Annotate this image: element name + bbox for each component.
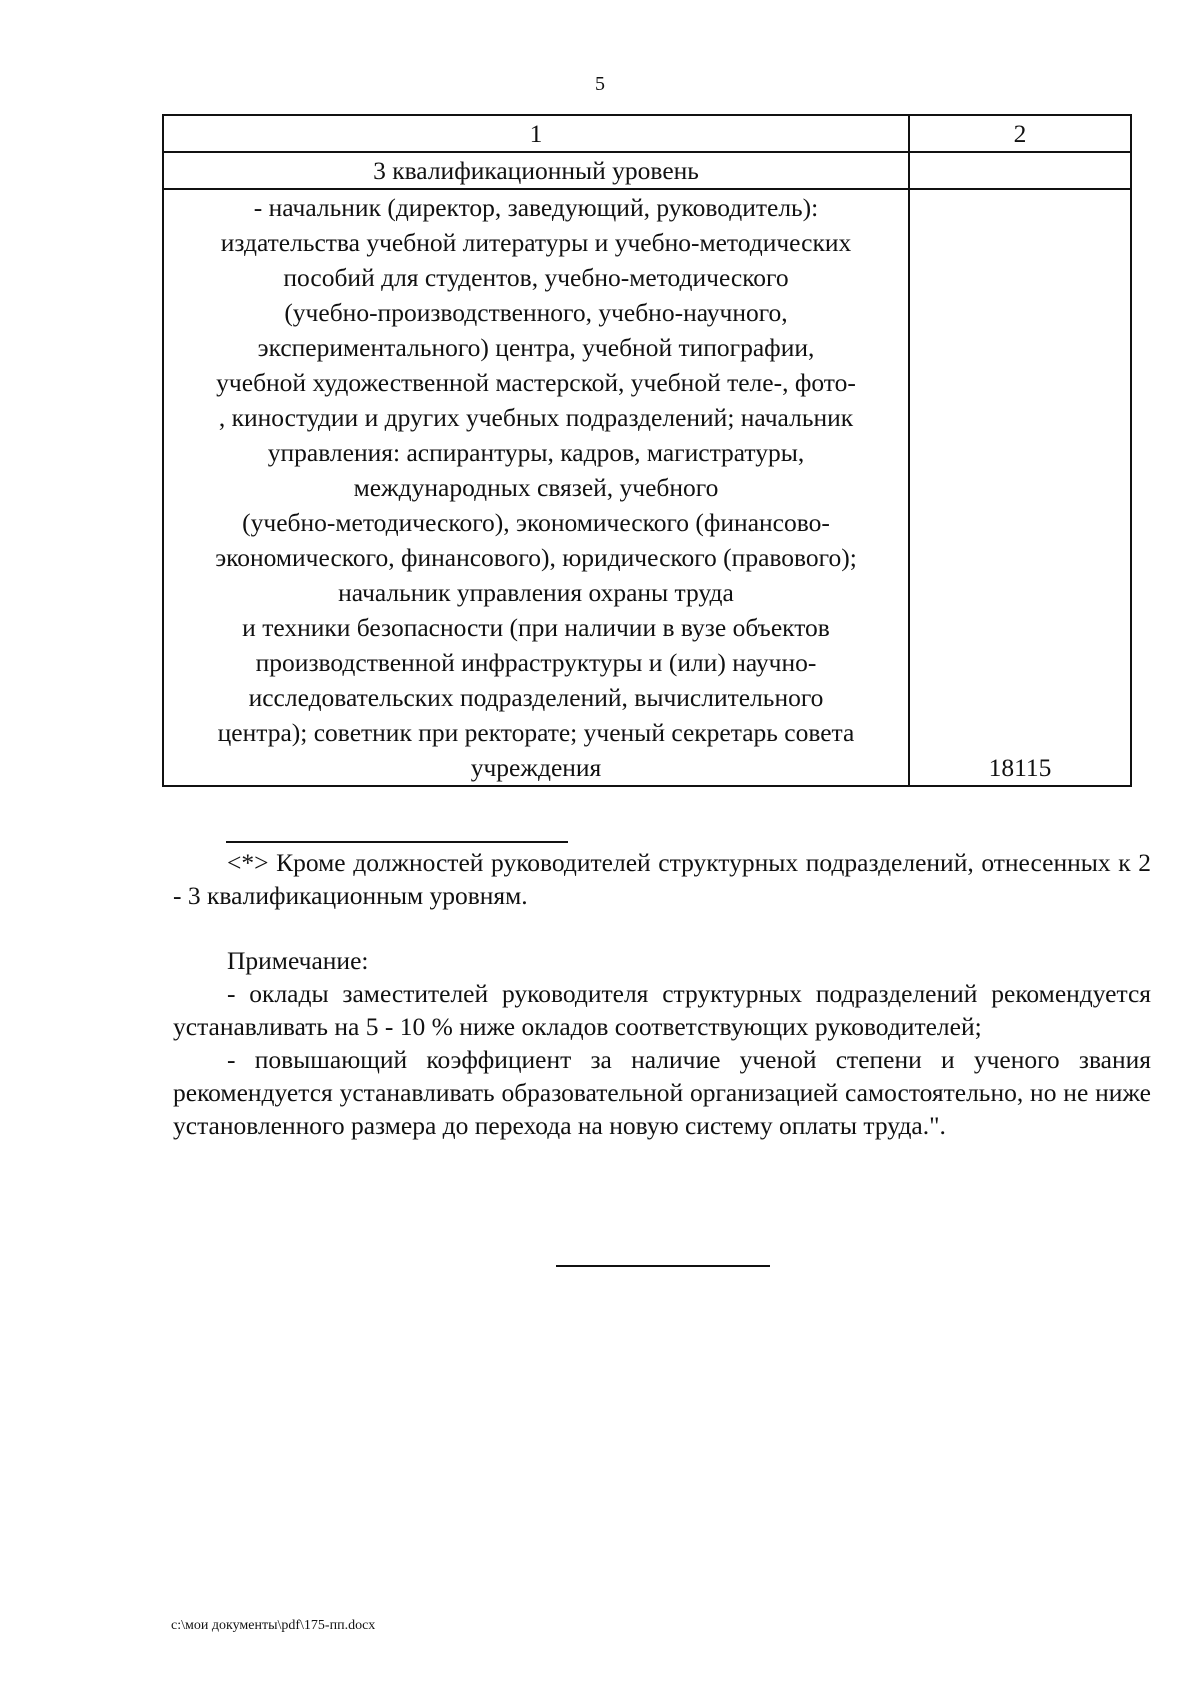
- description-line: международных связей, учебного: [353, 473, 719, 502]
- description-line: учебной художественной мастерской, учебной теле-, фото-: [216, 368, 856, 397]
- description-line: управления: аспирантуры, кадров, магистратуры,: [267, 438, 805, 467]
- description-line: (учебно-методического), экономического (финансово-: [242, 508, 830, 537]
- note-title: Примечание:: [227, 946, 369, 975]
- description-line: производственной инфраструктуры и (или) научно-: [255, 648, 817, 677]
- description-line: издательства учебной литературы и учебно-методических: [220, 228, 852, 257]
- header-cell-2: 2: [909, 115, 1131, 152]
- footnote-text: <*> Кроме должностей руководителей структурных подразделений, отнесенных к 2 - 3 квалификационным уровням.: [173, 848, 1151, 910]
- description-line: - начальник (директор, заведующий, руководитель):: [253, 193, 819, 222]
- file-path-footer: c:\мои документы\pdf\175-пп.docx: [171, 1618, 376, 1633]
- description-line: экономического, финансового), юридического (правового);: [215, 543, 857, 572]
- positions-description: [163, 189, 909, 786]
- description-line: центра); советник при ректорате; ученый секретарь совета: [217, 718, 855, 747]
- description-line: , киностудии и других учебных подразделений; начальник: [218, 403, 854, 432]
- note-section: [173, 944, 1151, 1142]
- table-header-row: [163, 115, 1131, 152]
- table-row-positions: [163, 189, 1131, 786]
- description-line: пособий для студентов, учебно-методического: [283, 263, 789, 292]
- salary-value: 18115: [909, 189, 1131, 786]
- description-line: (учебно-производственного, учебно-научного,: [284, 298, 788, 327]
- level-value: [909, 152, 1131, 189]
- header-cell-1: 1: [163, 115, 909, 152]
- description-line: исследовательских подразделений, вычислительного: [248, 683, 824, 712]
- page-number: 5: [595, 73, 605, 95]
- table-row-level: [163, 152, 1131, 189]
- note-item-1: - оклады заместителей руководителя структурных подразделений рекомендуется устанавливать на 5 - 10 % ниже окладов соответствующих руководителей;: [173, 979, 1151, 1041]
- salary-table: [162, 114, 1132, 787]
- end-separator: [556, 1265, 770, 1267]
- description-line: учреждения: [470, 753, 602, 782]
- level-title: 3 квалификационный уровень: [163, 152, 909, 189]
- footnote: [173, 846, 1151, 912]
- description-line: экспериментального) центра, учебной типографии,: [257, 333, 815, 362]
- description-line: и техники безопасности (при наличии в вузе объектов: [242, 613, 830, 642]
- footnote-separator: [226, 841, 568, 843]
- note-item-2: - повышающий коэффициент за наличие ученой степени и ученого звания рекомендуется устанавливать образовательной организацией самостоятельно, но не ниже установленного размера до перехода на новую систему оплаты труда.".: [173, 1045, 1151, 1140]
- description-line: начальник управления охраны труда: [338, 578, 734, 607]
